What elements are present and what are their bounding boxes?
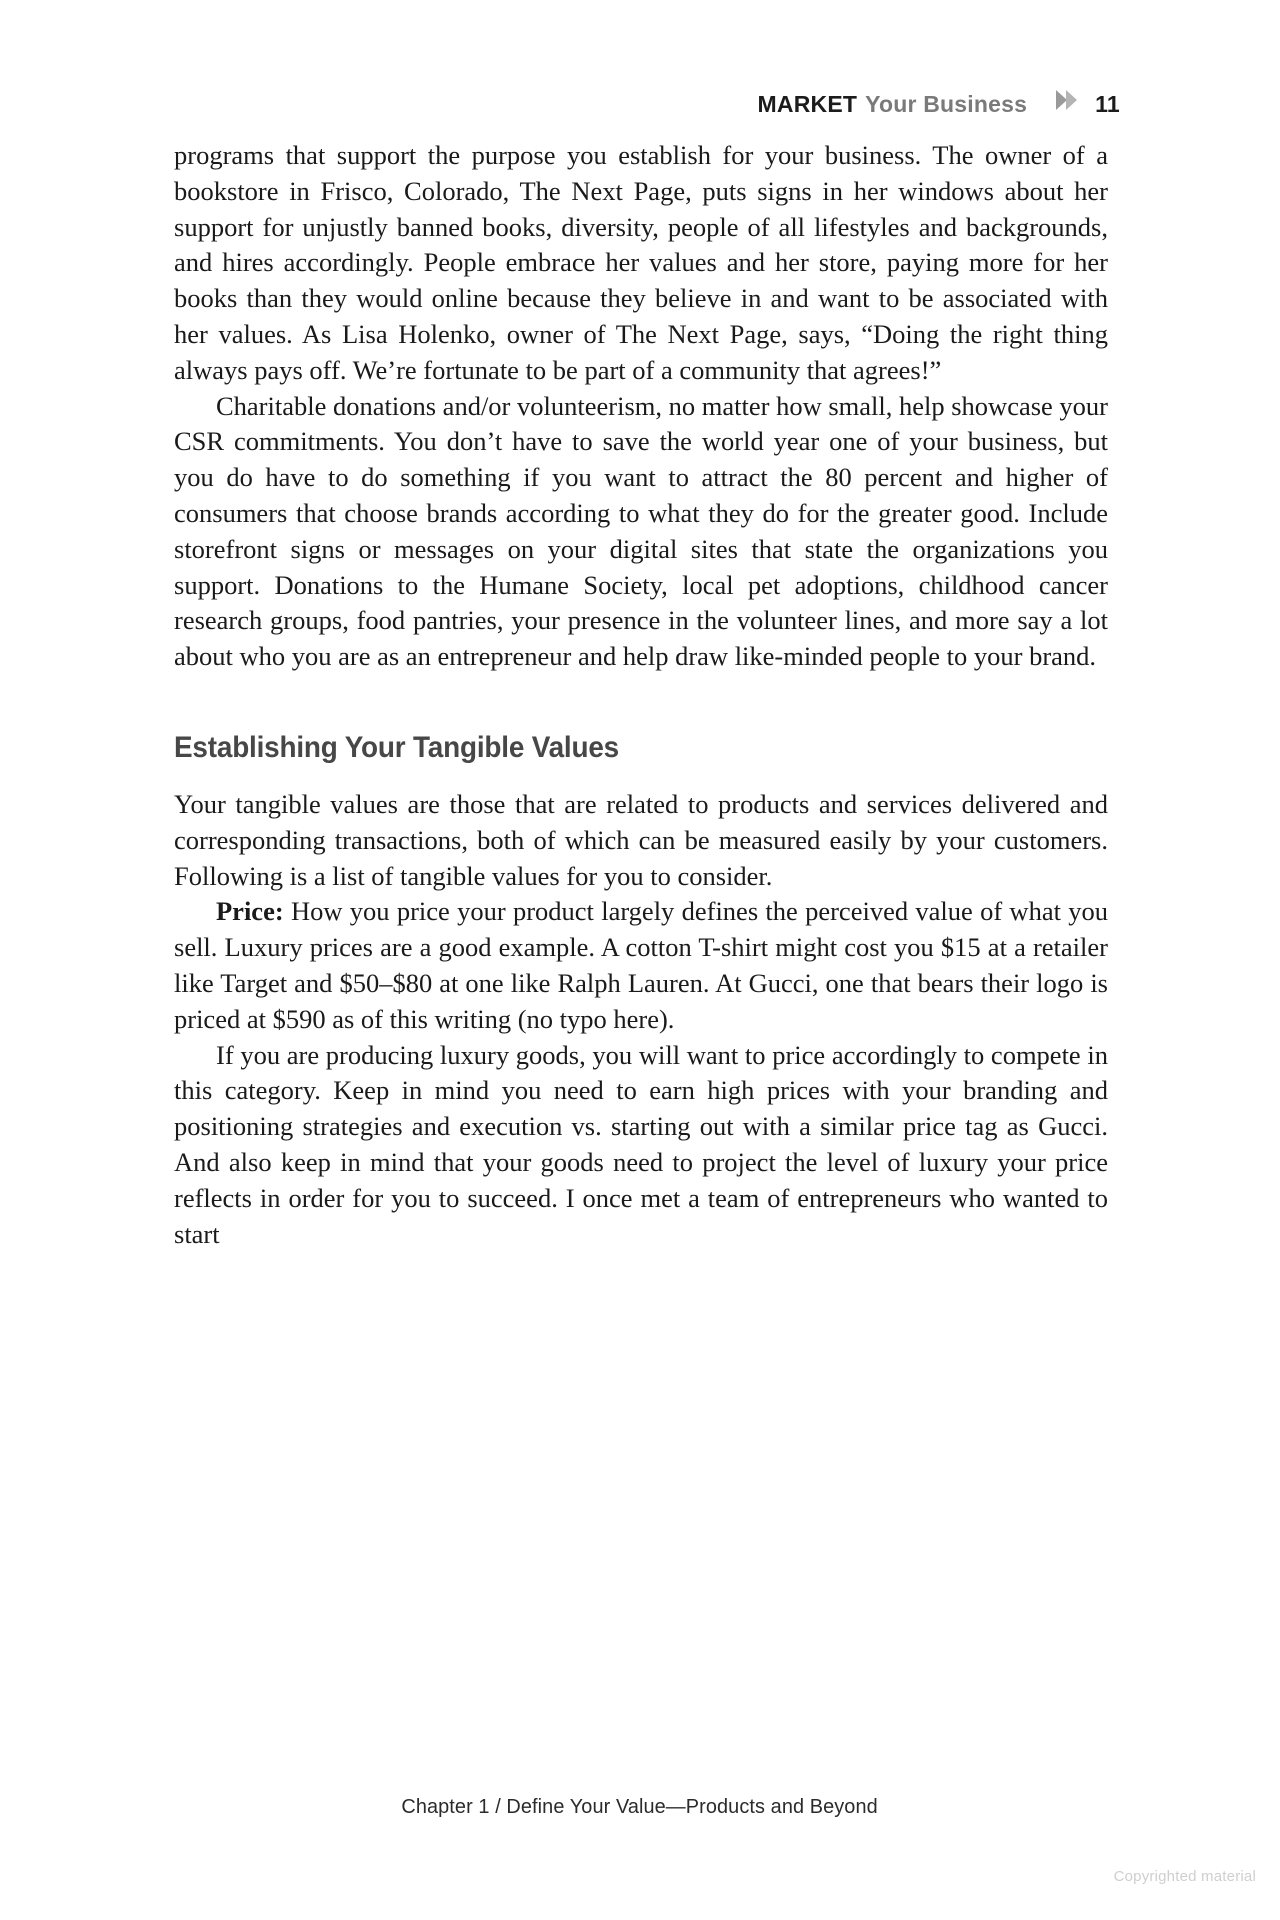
- footer-chapter-label: Chapter 1 / Define Your Value—Products and Beyond: [401, 1795, 879, 1818]
- footer: [0, 1795, 1280, 1819]
- paragraph-price: [174, 894, 1108, 1037]
- spacer-before-heading: [174, 675, 1108, 731]
- running-head: [0, 84, 1120, 118]
- double-chevron-right-icon: [1053, 86, 1079, 114]
- section-heading: Establishing Your Tangible Values: [174, 730, 620, 764]
- paragraph-price-lead-in: Price:: [216, 896, 284, 927]
- running-head-title-light: Your Business: [865, 91, 1028, 117]
- spacer-after-heading: [174, 765, 1108, 787]
- page-number: 11: [1095, 91, 1120, 117]
- paragraph-luxury-goods: If you are producing luxury goods, you will want to price accordingly to compete in this category. Keep in mind you need to earn high prices with your branding and positioning strategies and execution vs. starting out with a similar price tag as Gucci. And also keep in mind that your goods need to project the level of luxury your price reflects in order for you to succeed. I once met a team of entrepreneurs who wanted to start: [174, 1039, 1108, 1249]
- paragraph-charitable-donations: Charitable donations and/or volunteerism, no matter how small, help showcase your CSR commitments. You don’t have to save the world year one of your business, but you do have to do something if you want to attract the 80 percent and higher of consumers that choose brands according to what they do for the greater good. Include storefront signs or messages on your digital sites that state the organizations you support. Donations to the Humane Society, local pet adoptions, childhood cancer research groups, food pantries, your presence in the volunteer lines, and more say a lot about who you are as an entrepreneur and help draw like-minded people to your brand.: [174, 390, 1108, 672]
- running-head-title-bold: MARKET: [757, 91, 858, 117]
- copyright-watermark: Copyrighted material: [1113, 1868, 1256, 1885]
- paragraph-price-text: How you price your product largely defines the perceived value of what you sell. Luxury prices are a good example. A cotton T-shirt might cost you $15 at a retailer like Target and $50–$80 at one like Ralph Lauren. At Gucci, one that bears their logo is priced at $590 as of this writing (no typo here).: [174, 896, 1108, 1034]
- paragraph-continuation: programs that support the purpose you establish for your business. The owner of a bookstore in Frisco, Colorado, The Next Page, puts signs in her windows about her support for unjustly banned books, diversity, people of all lifestyles and backgrounds, and hires accordingly. People embrace her values and her store, paying more for her books than they would online because they believe in and want to be associated with her values. As Lisa Holenko, owner of The Next Page, says, “Doing the right thing always pays off. We’re fortunate to be part of a community that agrees!”: [174, 140, 1108, 385]
- paragraph-tangible-values-intro: Your tangible values are those that are related to products and services delivered and corresponding transactions, both of which can be measured easily by your customers. Following is a list of tangible values for you to consider.: [174, 788, 1108, 891]
- text-column: [174, 138, 1108, 1252]
